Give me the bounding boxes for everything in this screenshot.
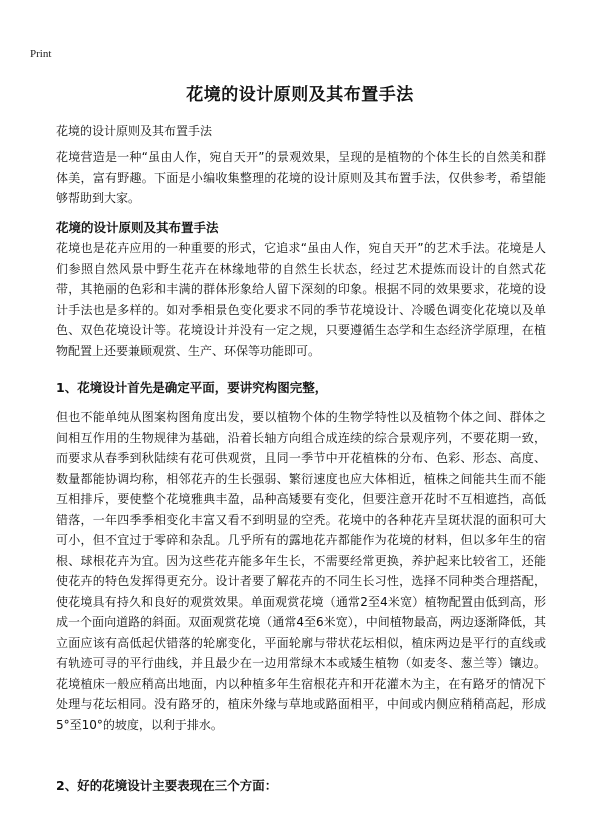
- print-link[interactable]: Print: [30, 48, 52, 60]
- subtitle: 花境的设计原则及其布置手法: [56, 124, 213, 138]
- section-heading-three-aspects: 2、好的花境设计主要表现在三个方面：: [56, 778, 278, 793]
- section-paragraph-principles: 花境也是花卉应用的一种重要的形式，它追求“虽由人作，宛自天开”的艺术手法。花境是人们参照自然风景中野生花卉在林缘地带的自然生长状态，经过艺术提炼而设计的自然式花带，其艳丽的色彩和丰满的群体形象给人留下深刻的印象。根据不同的效果要求，花境的设计手法也是多样的。如对季相景色变化要求不同的季节花境设计、冷暖色调变化花境以及单色、双色花境设计等。花境设计并没有一定之规，只要遵循生态学和生态经济学原理，在植物配置上还要兼顾观赏、生产、环保等功能即可。: [56, 241, 546, 358]
- page-title: 花境的设计原则及其布置手法: [186, 85, 414, 105]
- section-heading-principles: 花境的设计原则及其布置手法: [56, 220, 219, 235]
- section-heading-plane: 1、花境设计首先是确定平面，要讲究构图完整，: [56, 380, 328, 395]
- section-paragraph-plane: 但也不能单纯从图案构图角度出发，要以植物个体的生物学特性以及植物个体之间、群体之间相互作用的生物规律为基础，沿着长轴方向组合成连续的综合景观序列，不要花期一致，而要求从春季到秋陆续有花可供观赏，且同一季节中开花植株的分布、色彩、形态、高度、数量都能协调均称，相邻花卉的生长强弱、繁衍速度也应大体相近，植株之间能共生而不能互相排斥，要使整个花境雅典丰盈，品种高矮要有变化，但要注意开花时不互相遮挡，高低错落，一年四季季相变化丰富又看不到明显的空秃。花境中的各种花卉呈斑状混的面积可大可小，但不宜过于零碎和杂乱。几乎所有的露地花卉都能作为花境的材料，但以多年生的宿根、球根花卉为宜。因为这些花卉能多年生长，不需要经常更换，养护起来比较省工，还能使花卉的特色发挥得更充分。设计者要了解花卉的不同生长习性，选择不同种类合理搭配，使花境具有持久和良好的观赏效果。单面观赏花境（通常2至4米宽）植物配置由低到高，形成一个面向道路的斜面。双面观赏花境（通常4至6米宽），中间植物最高，两边逐渐降低，其立面应该有高低起伏错落的轮廓变化，平面轮廓与带状花坛相似，植床两边是平行的直线或有轨迹可寻的平行曲线，并且最少在一边用常绿木本或矮生植物（如麦冬、葱兰等）镶边。花境植床一般应稍高出地面，内以种植多年生宿根花卉和开花灌木为主，在有路牙的情况下处理与花坛相同。没有路牙的，植床外缘与草地或路面相平，中间或内侧应稍稍高起，形成5°至10°的坡度，以利于排水。: [56, 410, 546, 732]
- intro-paragraph: 花境营造是一种“虽由人作，宛自天开”的景观效果，呈现的是植物的个体生长的自然美和群体美，富有野趣。下面是小编收集整理的花境的设计原则及其布置手法，仅供参考，希望能够帮助到大家。: [56, 150, 546, 205]
